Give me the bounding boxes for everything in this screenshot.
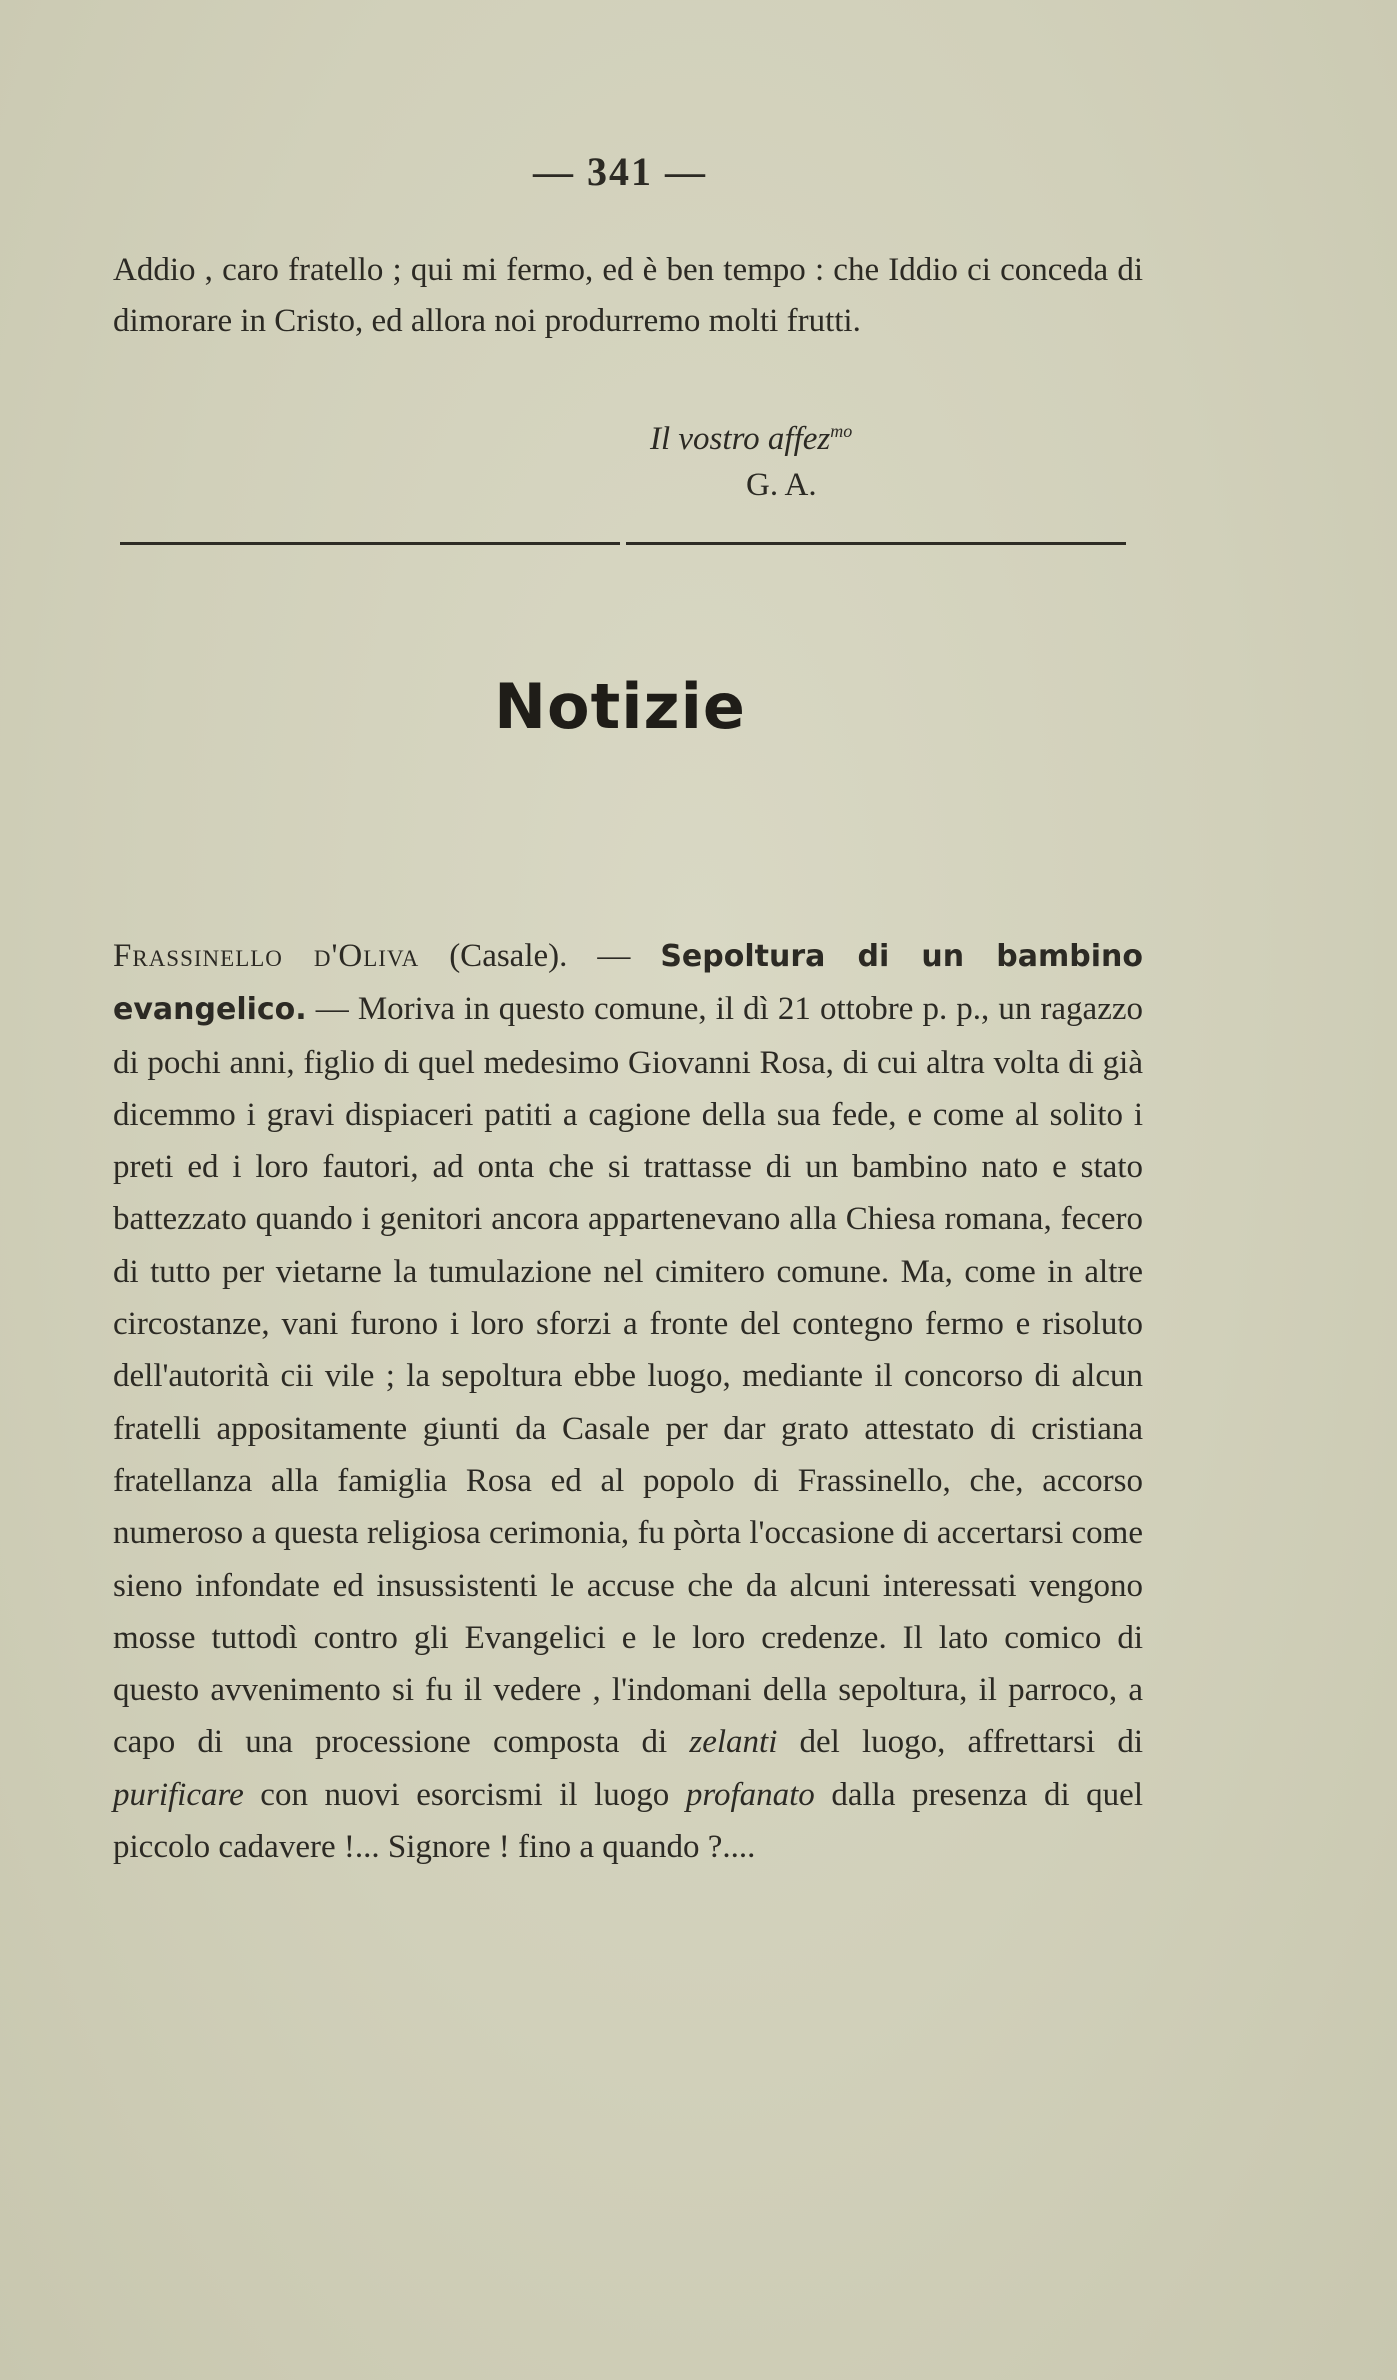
article-italic-zelanti: zelanti	[689, 1724, 778, 1761]
section-divider-right	[626, 542, 1126, 545]
section-title: Notizie	[494, 669, 746, 743]
article-body-part-3: con nuovi esorcismi il luogo	[243, 1776, 686, 1813]
article-headline: Sepoltura di un bambino evangelico.	[113, 939, 1144, 1028]
article-body-part-2: del luogo, affrettarsi di	[777, 1724, 1143, 1761]
article-body-part-4: dalla presenza di quel piccolo cadavere !... Signore ! fino a quando ?....	[113, 1776, 1143, 1866]
signature-initials: G. A.	[746, 467, 817, 503]
article-italic-purificare: purificare	[113, 1776, 244, 1813]
letter-closing-paragraph: Addio , caro fratello ; qui mi fermo, ed è ben tempo : che Iddio ci conceda di dimorare in Cristo, ed allora noi produrremo molti frutti.	[113, 252, 1143, 339]
page-number: — 341 —	[533, 149, 707, 194]
article-body-part-1: — Moriva in questo comune, il dì 21 ottobre p. p., un ragazzo di pochi anni, figlio di quel medesimo Giovanni Rosa, di cui altra volta di già dicemmo i gravi dispiaceri patiti a cagione della sua fede, e come al solito i preti ed i loro fautori, ad onta che si trattasse di un bambino nato e stato battezzato quando i genitori ancora appartenevano alla Chiesa romana, fecero di tutto per vietarne la tumulazione nel cimitero comune. Ma, come in altre circostanze, vani furono i loro sforzi a fronte del contegno fermo e risoluto dell'autorità cii vile ; la sepoltura ebbe luogo, mediante il concorso di alcun fratelli appositamente giunti da Casale per dar grato attestato di cristiana fratellanza alla famiglia Rosa ed al popolo di Frassinello, che, accorso numeroso a questa religiosa cerimonia, fu pòrta l'occasione di accertarsi come sieno infondate ed insussistenti le accuse che da alcuni interessati vengono mosse tuttodì contro gli Evangelici e le loro credenze. Il lato comico di questo avvenimento si fu il vedere , l'indomani della sepoltura, il parroco, a capo di una processione composta di	[113, 991, 1143, 1761]
signature-closing-superscript: mo	[830, 421, 853, 441]
signature-closing-text: Il vostro affez	[650, 421, 831, 457]
letter-signature	[620, 408, 940, 508]
signature-closing	[620, 408, 940, 462]
section-divider-left	[120, 542, 620, 545]
article-place: Frassinello d'Oliva	[113, 938, 420, 974]
article-place-suffix: (Casale). —	[419, 938, 661, 974]
news-article	[113, 930, 1143, 1873]
article-italic-profanato: profanato	[685, 1776, 815, 1813]
